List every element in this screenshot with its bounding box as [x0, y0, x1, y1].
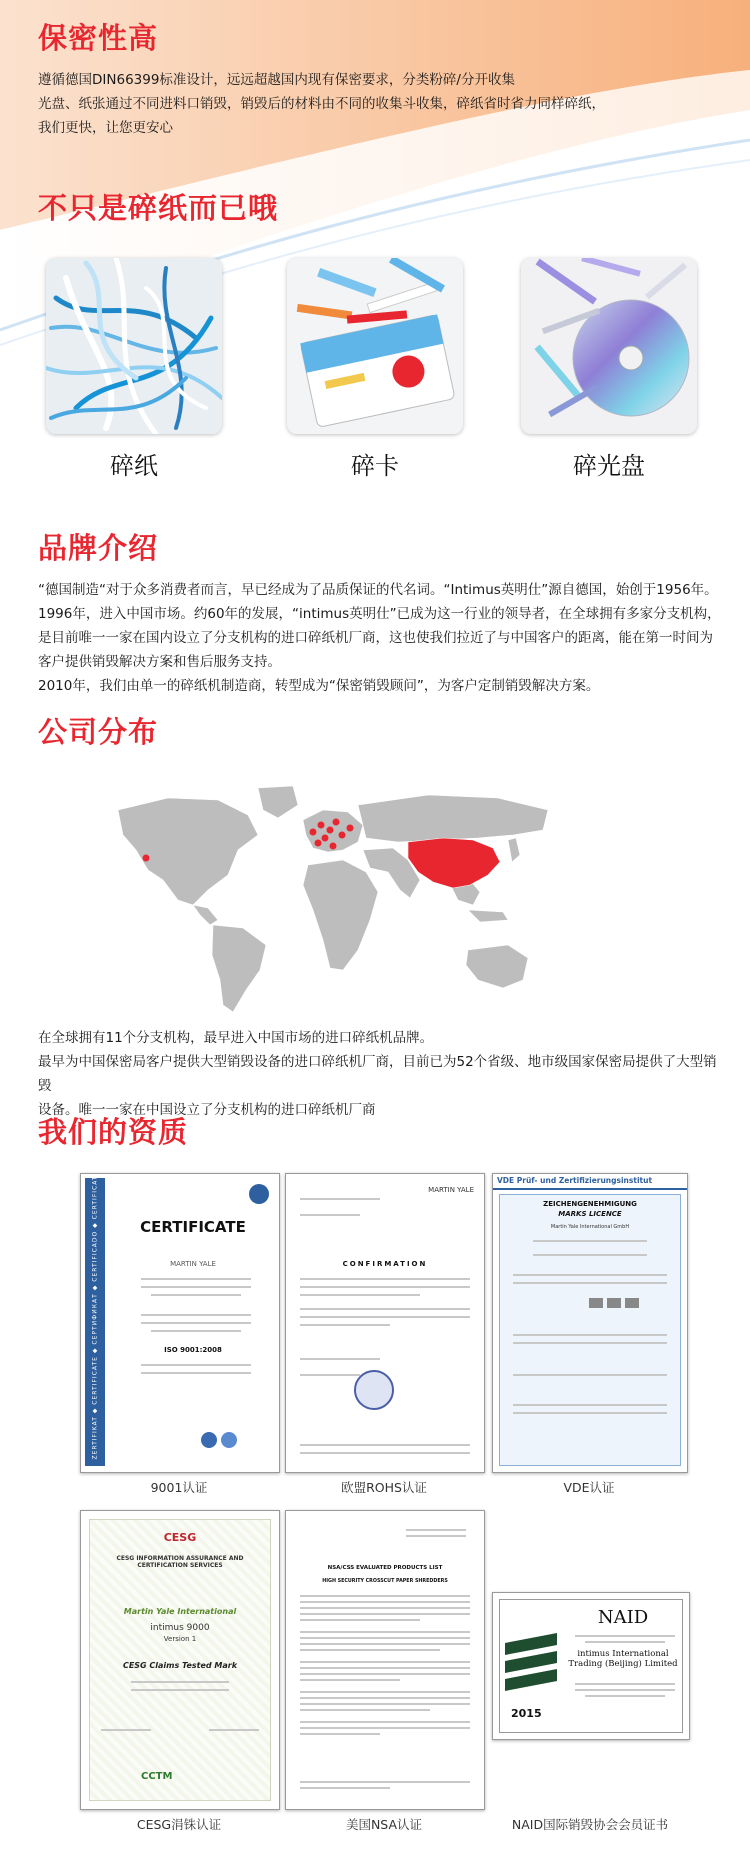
cert-side-text: ZERTIFIKAT ◆ CERTIFICATE ◆ СЕРТИФИКАТ ◆ CERTIFICADO ◆ CERTIFICAT	[91, 1175, 99, 1460]
caption-vde: VDE认证	[563, 1480, 615, 1495]
cert-standard: ISO 9001:2008	[164, 1346, 222, 1354]
security-line: 我们更快，让您更安心	[38, 120, 173, 136]
branch-dot	[315, 840, 322, 847]
security-description	[38, 68, 730, 140]
brand-line: “德国制造“对于众多消费者而言，早已经成为了品质保证的代名词。“Intimus英明仕”源自德国，始创于1956年。	[38, 582, 718, 598]
cert-cesg	[80, 1510, 280, 1810]
branch-dot	[347, 825, 354, 832]
distribution-line: 设备。唯一一家在中国设立了分支机构的进口碎纸机厂商	[38, 1102, 376, 1118]
cert-subheading: ZEICHENGENEHMIGUNG	[543, 1200, 637, 1208]
cert-logo: MARTIN YALE	[428, 1186, 474, 1194]
label-shredded-card: 碎卡	[351, 452, 399, 480]
cert-header: VDE Prüf- und Zertifizierungsinstitut	[493, 1174, 687, 1190]
naid-emblem-icon	[505, 1633, 557, 1703]
cert-year: 2015	[511, 1707, 542, 1720]
branch-dot	[327, 827, 334, 834]
branch-dot	[333, 819, 340, 826]
cert-rohs	[285, 1173, 485, 1473]
seal-icon	[354, 1370, 394, 1410]
cert-naid	[492, 1592, 690, 1740]
shredded-cd-image	[521, 258, 697, 434]
branch-dot	[143, 855, 150, 862]
security-line: 光盘、纸张通过不同进料口销毁，销毁后的材料由不同的收集斗收集，碎纸省时省力同样碎纸，	[38, 96, 605, 112]
cert-company: Martin Yale International	[123, 1607, 237, 1616]
branch-dot	[322, 835, 329, 842]
cert-company: MARTIN YALE	[170, 1260, 216, 1268]
caption-cesg: CESG涓铢认证	[136, 1817, 222, 1832]
tuv-logo-icon	[249, 1184, 269, 1204]
brand-line: 是目前唯一一家在国内设立了分支机构的进口碎纸机厂商，这也使我们拉近了与中国客户的距离，能在第一时间为	[38, 630, 713, 646]
brand-line: 客户提供销毁解决方案和售后服务支持。	[38, 654, 281, 670]
cert-logo: NAID	[597, 1607, 649, 1628]
cert-nsa	[285, 1510, 485, 1810]
caption-rohs: 欧盟ROHS认证	[341, 1480, 427, 1495]
cert-heading: CERTIFICATE	[140, 1218, 246, 1236]
section-title-security: 保密性高	[38, 21, 159, 55]
brand-line: 1996年，进入中国市场。约60年的发展，“intimus英明仕”已成为这一行业的领导者，在全球拥有多家分支机构，	[38, 606, 721, 622]
brand-line: 2010年，我们由单一的碎纸机制造商，转型成为“保密销毁顾问”，为客户定制销毁解决方案。	[38, 678, 600, 694]
cert-mark: CESG Claims Tested Mark	[122, 1661, 238, 1670]
distribution-line: 在全球拥有11个分支机构，最早进入中国市场的进口碎纸机品牌。	[38, 1030, 434, 1046]
branch-dot	[339, 832, 346, 839]
cert-iso9001	[80, 1173, 280, 1473]
section-title-more: 不只是碎纸而已哦	[38, 191, 279, 225]
cert-heading: CONFIRMATION	[342, 1260, 428, 1268]
cert-logo: CESG	[163, 1531, 197, 1544]
distribution-line: 最早为中国保密局客户提供大型销毁设备的进口碎纸机厂商，目前已为52个省级、地市级国家保密局提供了大型销毁	[38, 1054, 717, 1094]
cert-version: Version 1	[163, 1635, 197, 1643]
section-title-qualifications: 我们的资质	[38, 1115, 189, 1149]
cert-bottom-logo: CCTM	[141, 1771, 173, 1782]
brand-description	[38, 578, 730, 698]
branch-dot	[318, 822, 325, 829]
cert-vde	[492, 1173, 688, 1473]
section-title-distribution: 公司分布	[38, 715, 159, 749]
distribution-description	[38, 1026, 730, 1122]
cert-product: intimus 9000	[150, 1623, 210, 1633]
cert-company: intimus International Trading (Beijing) Limited	[568, 1649, 678, 1669]
branch-dot	[310, 829, 317, 836]
cert-heading: NSA/CSS EVALUATED PRODUCTS LIST	[327, 1565, 443, 1571]
branch-dot	[330, 843, 337, 850]
cert-heading: CESG INFORMATION ASSURANCE AND CERTIFICATION SERVICES	[116, 1555, 244, 1569]
caption-iso9001: 9001认证	[150, 1480, 208, 1495]
security-line: 遵循德国DIN66399标准设计，远远超越国内现有保密要求，分类粉碎/分开收集	[38, 72, 515, 88]
label-shredded-cd: 碎光盘	[573, 452, 645, 480]
world-map	[108, 780, 558, 1020]
cert-subheading: HIGH SECURITY CROSSCUT PAPER SHREDDERS	[322, 1579, 448, 1584]
cert-company: Martin Yale International GmbH	[550, 1224, 630, 1230]
cert-subheading2: MARKS LICENCE	[558, 1210, 622, 1218]
caption-nsa: 美国NSA认证	[345, 1817, 423, 1832]
caption-naid: NAID国际销毁协会会员证书	[511, 1817, 669, 1832]
china-highlight	[408, 838, 500, 888]
label-shredded-paper: 碎纸	[110, 452, 158, 480]
shredded-paper-image	[46, 258, 222, 434]
section-title-brand: 品牌介绍	[38, 531, 159, 565]
shredded-card-image	[287, 258, 463, 434]
